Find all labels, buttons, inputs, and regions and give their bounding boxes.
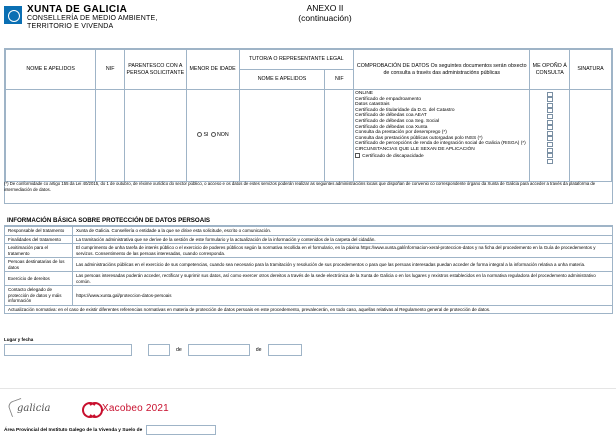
protection-row-label: Finalidades del tratamento [5,235,73,244]
data-protection-title: INFORMACIÓN BÁSICA SOBRE PROTECCIÓN DE DATOS PERSOAIS [4,216,613,226]
normative-update: Actualización normativa: en el caso de existir diferentes referencias normativas en materia de protección de datos persoais en este procedemento, prevalecerán, en todo caso, aquellas relativas al Regulamento general de protección de datos. [5,305,613,314]
annex-title: ANEXO II [306,3,344,13]
col-signature-header: SINATURA [570,50,612,90]
xacobeo-logo [82,401,169,415]
brand-name: XUNTA DE GALICIA [27,4,128,15]
protection-row-label: Persoas destinatarias de los datos [5,258,73,272]
minor-no-radio[interactable] [211,132,216,137]
member-name-cell[interactable] [6,90,96,182]
page-header [0,0,616,42]
check-item: Consulta das prestacións públicas outorgadas polo INSS (*) [355,135,483,141]
xunta-emblem-icon [4,6,22,24]
check-item: Certificado de débedas coa Xunta [355,124,428,130]
annex-subtitle: (continuación) [298,13,352,23]
oppose-checkbox[interactable] [547,120,553,125]
minor-choice-cell [186,90,239,182]
protection-row-label: Contacto delegado de protección de datos y máis información [5,286,73,306]
member-nif-cell[interactable] [96,90,125,182]
oppose-checkbox[interactable] [547,136,553,141]
check-item: Certificado de débedas coa AEAT [355,113,427,119]
oppose-checkbox[interactable] [547,97,553,102]
check-item: Certificado de titularidade da D.G. del Catastro [355,107,455,113]
document-check-list [354,90,530,182]
protection-row-value: Xunta de Galicia. Consellería o entidade a la que se dirixe esta solicitude, escrito o comunicación. [73,227,613,236]
online-label: ONLINE [355,91,373,96]
protection-row-value: Las persoas interesadas poderán acceder, rectificar y suprimir sus datos, así como exercer otros dereitos a través de la sede electrónica de la Xunta de Galicia o en los lugares y rexistros establecidos en la normativa reguladora del procedemento administrativo común. [73,272,613,286]
disability-label: Certificado de discapacidade [362,153,424,159]
oppose-checkbox[interactable] [547,131,553,136]
protection-row-value[interactable]: https://www.xunta.gal/proteccion-datos-persoais [73,286,613,306]
col-tutor-name-header: NOME E APELIDOS [239,70,325,90]
oppose-checkbox[interactable] [547,148,553,153]
oppose-checkbox[interactable] [547,125,553,130]
tutor-name-cell[interactable] [239,90,325,182]
member-kinship-cell[interactable] [124,90,186,182]
oppose-checkbox[interactable] [547,103,553,108]
oppose-checkbox[interactable] [547,142,553,147]
oppose-checkboxes [530,90,570,182]
check-item: Datos catastrais [355,102,390,108]
place-date-label: Lugar y fecha [4,337,34,342]
protection-row-value: La tramitación administrativa que se derive de la xestión de este formulario y la actualización de la información y contenidos de la carpeta del cidadán. [73,235,613,244]
check-item: Consulta da prestación por desemprego (*) [355,130,447,136]
year-field[interactable] [268,344,302,356]
check-item: Certificado de débedas coa Seg. Social [355,118,440,124]
provincial-area-label: Área Provincial del Instituto Galego de la Vivenda y Suelo de [4,427,143,433]
provincial-area-field[interactable] [146,425,216,435]
protection-row-label: Lexitimación para el tratamento [5,244,73,258]
department-line-2: TERRITORIO E VIVENDA [27,23,114,30]
protection-row-label: Responsable del tratamento [5,227,73,236]
minor-yes-radio[interactable] [197,132,202,137]
place-date-section [4,337,613,356]
oppose-checkbox[interactable] [547,153,553,158]
footnote: (*) De conformidade co artigo 155 da Lei 40/2015, do 1 de outubro, de réxime xurídico do sector público, o acceso e os datos de estes servizos poderán realizar as seguintes administracións locais que dispoñan de convenio co correspondente órgano da Xunta de Galicia para acceder a través da plataforma de intermediación de datos. [4,181,596,192]
protection-row-label: Exercicio de dereitos [5,272,73,286]
check-item: Certificado de percepcións de renda de integración social de Galicia (RISGA) (*) [355,141,526,147]
xunta-logo [4,4,157,31]
check-item: Certificado de empadroamento [355,96,421,102]
disability-row [355,153,528,159]
oppose-checkbox[interactable] [547,159,553,164]
col-oppose-header: ME OPOÑO Á CONSULTA [530,50,570,90]
annex-heading [270,3,380,23]
xacobeo-emblem-icon [82,401,98,415]
col-tutor-header: TUTOR/A O REPRESENTANTE LEGAL [239,50,354,70]
place-field[interactable] [4,344,132,356]
disability-checkbox[interactable] [355,153,360,158]
protection-row-value: El cumprimento de unha tarefa de interés público o el exercicio de poderes públicos según la normativa recollida en el formulario, en la páxina https://www.xunta.gal/informacion-xeral-proteccion-datos y na ficha del procedemento en la Guía de procedementos y servizos. Consentimento de las persoas interesadas, cuando corresponda. [73,244,613,258]
minor-no-label: NON [216,132,229,139]
data-protection-section [4,216,613,314]
check-item: CIRCUNSTANCIAS QUE LLE SEXAN DE APLICACIÓN [355,146,475,152]
day-field[interactable] [148,344,170,356]
date-separator: de [176,347,182,353]
signature-cell[interactable] [570,90,612,182]
galicia-logo: galicia [17,403,51,414]
col-name-header: NOME E APELIDOS [6,50,96,90]
xacobeo-logo-text: Xacobeo 2021 [102,402,169,414]
minor-yes-label: SI [203,132,209,139]
col-tutor-nif-header: NIF [325,70,354,90]
col-nif-header: NIF [96,50,125,90]
protection-row-value: Las administracións públicas en el exercicio de sus competencias, cuando sea necesario para la tramitación y resolución de sus procedementos o para que las persoas interesadas puedan acceder de forma integral a la información relativa a unha materia. [73,258,613,272]
divider [0,388,616,389]
provincial-area-row [4,425,216,435]
date-separator: de [255,347,262,353]
month-field[interactable] [188,344,250,356]
oppose-checkbox[interactable] [547,92,553,97]
oppose-checkbox[interactable] [547,108,553,113]
tutor-nif-cell[interactable] [325,90,354,182]
oppose-checkbox[interactable] [547,114,553,119]
col-minor-header: MENOR DE IDADE [186,50,239,90]
department-line-1: CONSELLERÍA DE MEDIO AMBIENTE, [27,15,158,22]
col-check-header: COMPROBACIÓN DE DATOS Os seguintes documentos serán obxecto de consulta a través das administracións públicas [354,50,530,90]
col-kinship-header: PARENTESCO CON A PERSOA SOLICITANTE [124,50,186,90]
